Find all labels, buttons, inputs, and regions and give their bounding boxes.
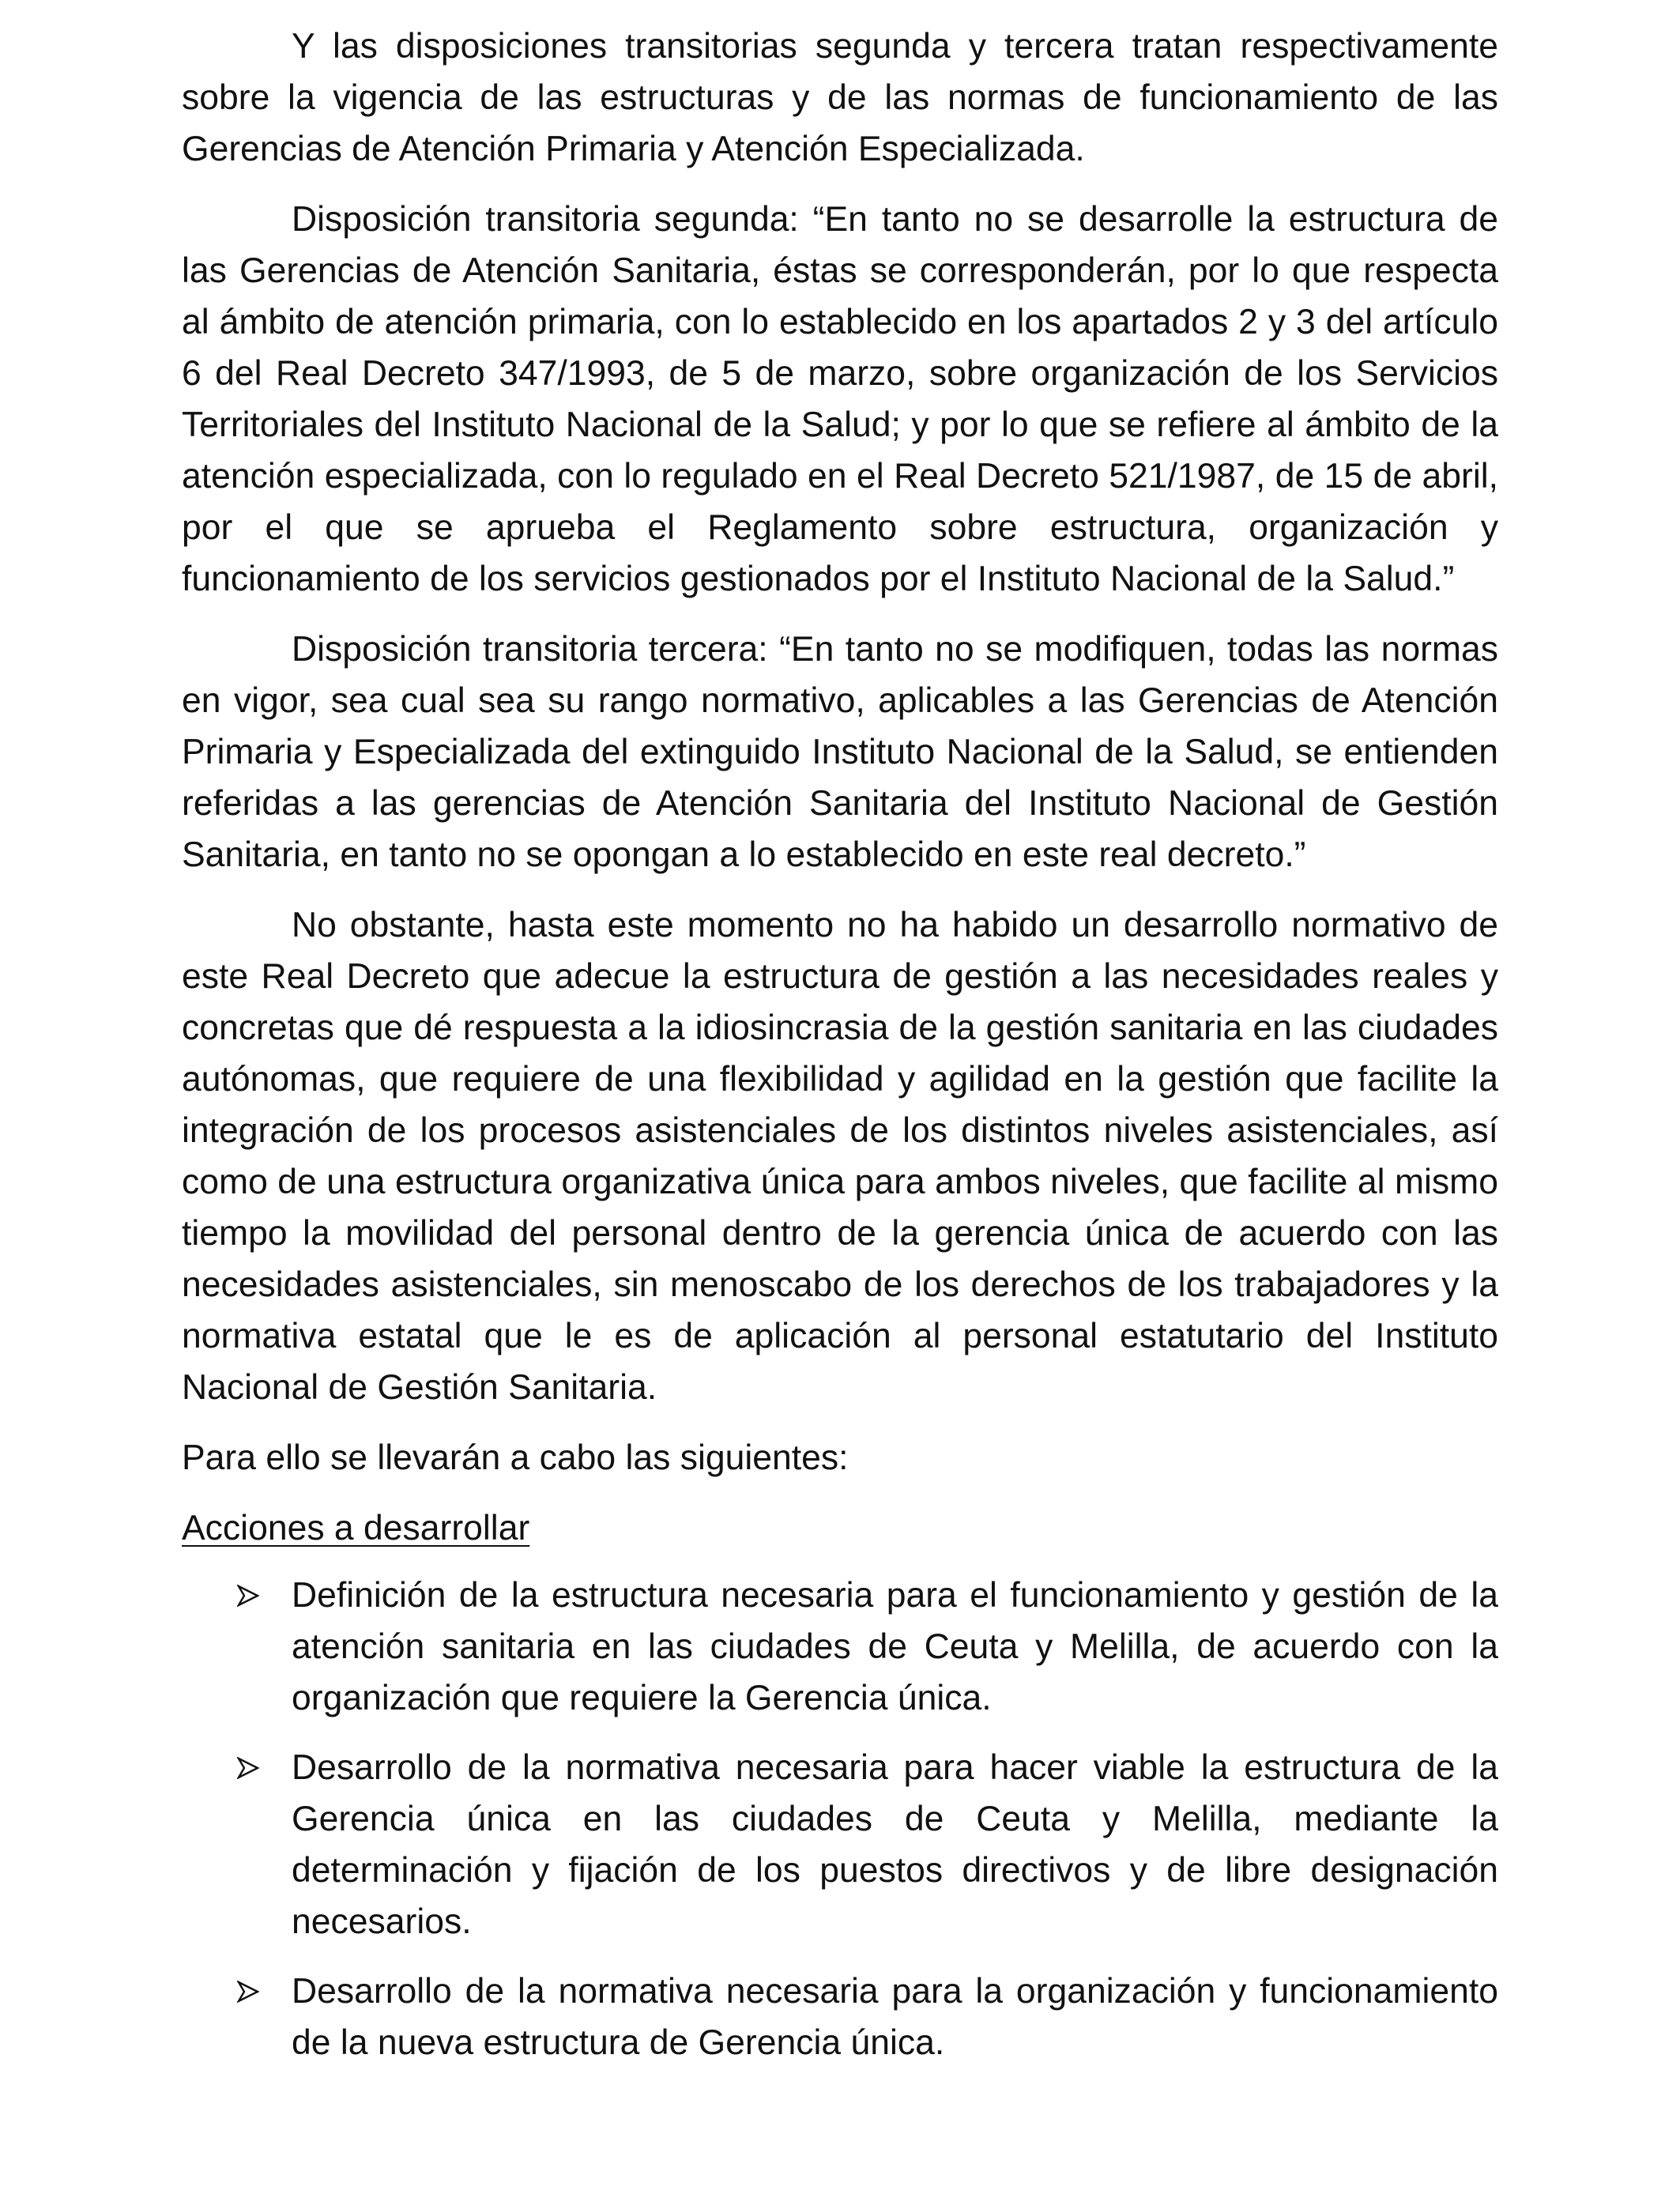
list-item <box>182 1570 1498 1724</box>
section-heading: Acciones a desarrollar <box>182 1509 530 1547</box>
actions-list <box>182 1570 1498 2068</box>
paragraph-transitional-provisions: Y las disposiciones transitorias segunda y tercera tratan respectivamente sobre la vigencia de las estructuras y de las normas de funcionamiento de las Gerencias de Atención Primaria y Atención Especializada. <box>182 27 1498 168</box>
arrowhead-bullet-icon <box>237 1966 269 2017</box>
paragraph-regulatory-development: No obstante, hasta este momento no ha habido un desarrollo normativo de este Real Decreto que adecue la estructura de gestión a las necesidades reales y concretas que dé respuesta a la idiosincrasia de la gestión sanitaria en las ciudades autónomas, que requiere de una flexibilidad y agilidad en la gestión que facilite la integración de los procesos asistenciales de los distintos niveles asistenciales, así como de una estructura organizativa única para ambos niveles, que facilite al mismo tiempo la movilidad del personal dentro de la gerencia única de acuerdo con las necesidades asistenciales, sin menoscabo de los derechos de los trabajadores y la normativa estatal que le es de aplicación al personal estatutario del Instituto Nacional de Gestión Sanitaria. <box>182 906 1498 1407</box>
list-item-text: Desarrollo de la normativa necesaria para hacer viable la estructura de la Gerencia única en las ciudades de Ceuta y Melilla, mediante la determinación y fijación de los puestos directivos y de libre designación necesarios. <box>292 1748 1498 1941</box>
paragraph-third-transitional-provision: Disposición transitoria tercera: “En tanto no se modifiquen, todas las normas en vigor, sea cual sea su rango normativo, aplicables a las Gerencias de Atención Primaria y Especializada del extinguido Instituto Nacional de la Salud, se entienden referidas a las gerencias de Atención Sanitaria del Instituto Nacional de Gestión Sanitaria, en tanto no se opongan a lo establecido en este real decreto.” <box>182 630 1498 874</box>
document-body <box>182 21 1498 2087</box>
list-item <box>182 1742 1498 1947</box>
intro-line: Para ello se llevarán a cabo las siguientes: <box>182 1438 849 1477</box>
list-item <box>182 1966 1498 2068</box>
list-item-text: Desarrollo de la normativa necesaria para la organización y funcionamiento de la nueva estructura de Gerencia única. <box>292 1972 1498 2062</box>
arrowhead-bullet-icon <box>237 1742 269 1793</box>
arrowhead-bullet-icon <box>237 1570 269 1621</box>
list-item-text: Definición de la estructura necesaria para el funcionamiento y gestión de la atención sanitaria en las ciudades de Ceuta y Melilla, de acuerdo con la organización que requiere la Gerencia única. <box>292 1576 1498 1717</box>
paragraph-second-transitional-provision: Disposición transitoria segunda: “En tanto no se desarrolle la estructura de las Gerencias de Atención Sanitaria, éstas se corresponderán, por lo que respecta al ámbito de atención primaria, con lo establecido en los apartados 2 y 3 del artículo 6 del Real Decreto 347/1993, de 5 de marzo, sobre organización de los Servicios Territoriales del Instituto Nacional de la Salud; y por lo que se refiere al ámbito de la atención especializada, con lo regulado en el Real Decreto 521/1987, de 15 de abril, por el que se aprueba el Reglamento sobre estructura, organización y funcionamiento de los servicios gestionados por el Instituto Nacional de la Salud.” <box>182 200 1498 598</box>
